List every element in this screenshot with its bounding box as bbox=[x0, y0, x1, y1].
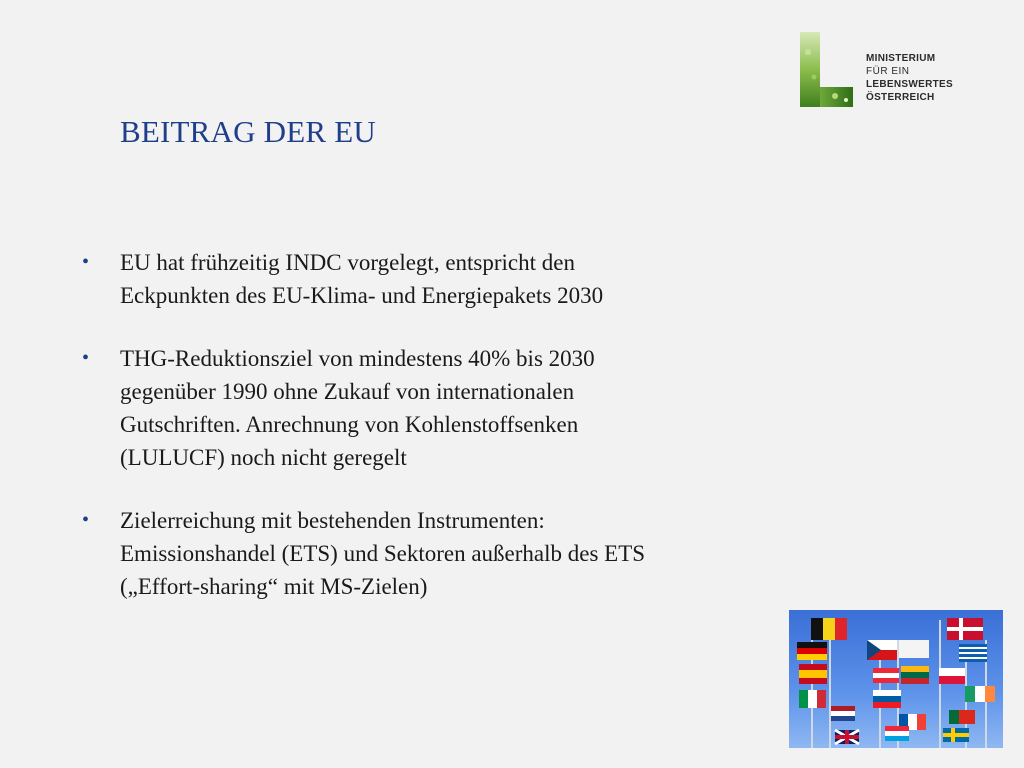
bullet-line: (LULUCF) noch nicht geregelt bbox=[120, 445, 407, 470]
bullet-line: Eckpunkten des EU-Klima- und Energiepakets 2030 bbox=[120, 283, 604, 308]
eu-flags-image bbox=[789, 610, 1003, 748]
slide-title: BEITRAG DER EU bbox=[120, 114, 376, 149]
logo-line-3: LEBENSWERTES bbox=[866, 79, 953, 90]
bullet-item bbox=[82, 504, 782, 603]
bullet-line: EU hat frühzeitig INDC vorgelegt, entspricht den bbox=[120, 250, 575, 275]
ministry-logo-icon bbox=[800, 32, 853, 107]
bullet-marker: • bbox=[82, 509, 90, 531]
logo-line-2: FÜR EIN bbox=[866, 66, 910, 77]
bullet-line: Gutschriften. Anrechnung von Kohlenstoffsenken bbox=[120, 412, 579, 437]
logo-line-4: ÖSTERREICH bbox=[866, 92, 935, 103]
bullet-line: gegenüber 1990 ohne Zukauf von internationalen bbox=[120, 379, 575, 404]
bullet-line: Emissionshandel (ETS) und Sektoren außerhalb des ETS bbox=[120, 541, 646, 566]
ministry-logo-text bbox=[866, 52, 953, 104]
bullet-item bbox=[82, 246, 782, 312]
bullet-list bbox=[82, 246, 782, 633]
bullet-line: THG-Reduktionsziel von mindestens 40% bis 2030 bbox=[120, 346, 595, 371]
bullet-marker: • bbox=[82, 347, 90, 369]
bullet-line: („Effort-sharing“ mit MS-Zielen) bbox=[120, 574, 428, 599]
logo-line-1: MINISTERIUM bbox=[866, 53, 936, 64]
ministry-logo bbox=[800, 32, 980, 110]
bullet-item bbox=[82, 342, 782, 474]
bullet-marker: • bbox=[82, 251, 90, 273]
bullet-line: Zielerreichung mit bestehenden Instrumenten: bbox=[120, 508, 545, 533]
